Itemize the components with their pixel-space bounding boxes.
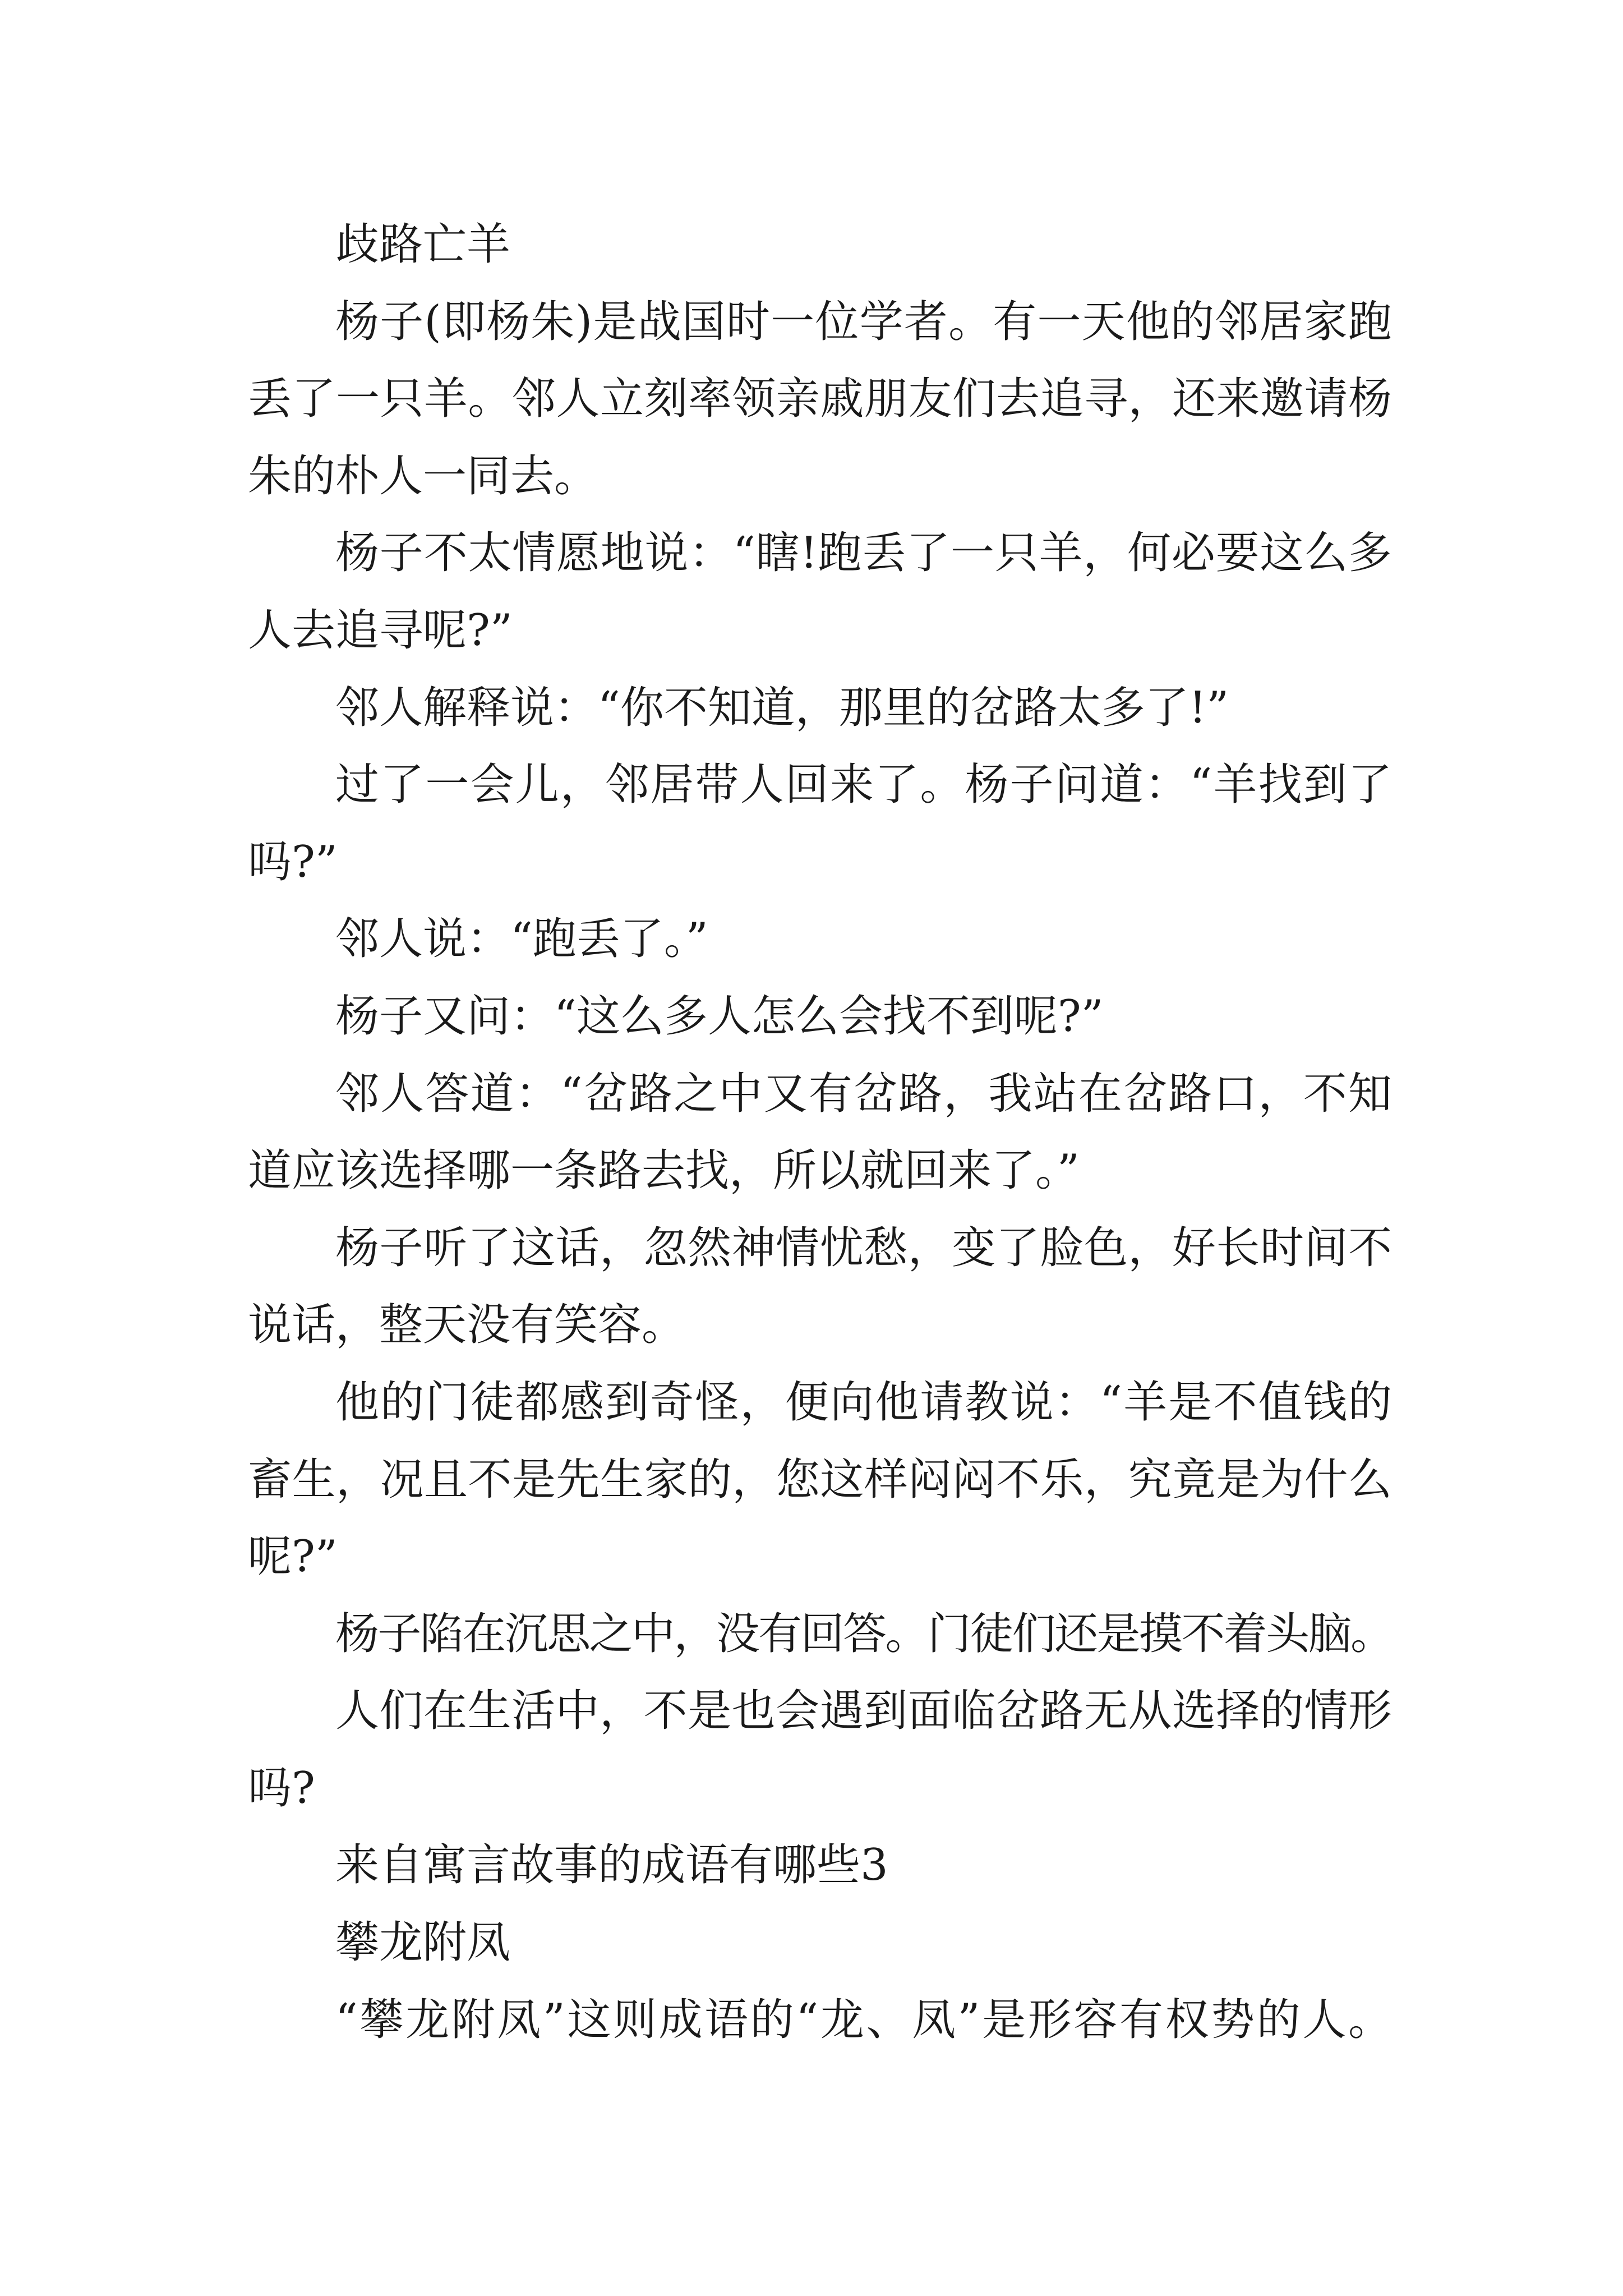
paragraph-line: 杨子听了这话，忽然神情忧愁，变了脸色，好长时间不 — [335, 1222, 1392, 1273]
paragraph — [248, 515, 1392, 669]
paragraph-line: 吗?” — [248, 836, 338, 887]
paragraph-line: 呢?” — [248, 1531, 338, 1582]
story-title: 攀龙附凤 — [335, 1917, 511, 1968]
paragraph-line: 过了一会儿，邻居带人回来了。杨子问道：“羊找到了 — [335, 760, 1392, 811]
paragraph — [248, 747, 1392, 901]
paragraph — [248, 1827, 1392, 1904]
paragraph-line: 他的门徒都感到奇怪，便向他请教说：“羊是不值钱的 — [335, 1377, 1392, 1428]
document-body — [248, 206, 1392, 2059]
paragraph — [248, 1596, 1392, 1673]
paragraph — [248, 1673, 1392, 1827]
paragraph-line: 邻人说：“跑丢了。” — [335, 914, 708, 965]
story-title: 歧路亡羊 — [335, 219, 511, 270]
paragraph — [248, 1056, 1392, 1210]
paragraph-line: 人去追寻呢?” — [248, 605, 513, 656]
paragraph — [248, 978, 1392, 1056]
paragraph-line: 杨子陷在沉思之中，没有回答。门徒们还是摸不着头脑。 — [335, 1608, 1392, 1659]
paragraph — [248, 1210, 1392, 1364]
paragraph-line: 丢了一只羊。邻人立刻率领亲戚朋友们去追寻，还来邀请杨 — [248, 374, 1392, 425]
paragraph-line: 说话，整天没有笑容。 — [248, 1300, 686, 1351]
paragraph — [248, 1904, 1392, 1982]
paragraph-line: 邻人解释说：“你不知道，那里的岔路太多了!” — [335, 682, 1229, 733]
paragraph — [248, 1982, 1392, 2059]
paragraph-line: “攀龙附凤”这则成语的“龙、凤”是形容有权势的人。 — [335, 1994, 1392, 2045]
paragraph-line: 邻人答道：“岔路之中又有岔路，我站在岔路口，不知 — [335, 1068, 1392, 1119]
paragraph-line: 吗? — [248, 1763, 315, 1814]
paragraph-line: 人们在生活中，不是也会遇到面临岔路无从选择的情形 — [335, 1686, 1392, 1737]
paragraph-line: 杨子又问：“这么多人怎么会找不到呢?” — [335, 991, 1104, 1042]
paragraph-line: 道应该选择哪一条路去找，所以就回来了。” — [248, 1145, 1080, 1197]
paragraph-line: 畜生，况且不是先生家的，您这样闷闷不乐，究竟是为什么 — [248, 1454, 1392, 1505]
paragraph — [248, 284, 1392, 516]
paragraph-line: 杨子不太情愿地说：“瞎!跑丢了一只羊，何必要这么多 — [335, 528, 1392, 579]
paragraph — [248, 1364, 1392, 1596]
paragraph — [248, 901, 1392, 978]
section-heading: 来自寓言故事的成语有哪些3 — [335, 1840, 888, 1891]
paragraph — [248, 206, 1392, 284]
paragraph-line: 朱的朴人一同去。 — [248, 450, 598, 501]
paragraph-line: 杨子(即杨朱)是战国时一位学者。有一天他的邻居家跑 — [335, 296, 1392, 347]
paragraph — [248, 670, 1392, 747]
